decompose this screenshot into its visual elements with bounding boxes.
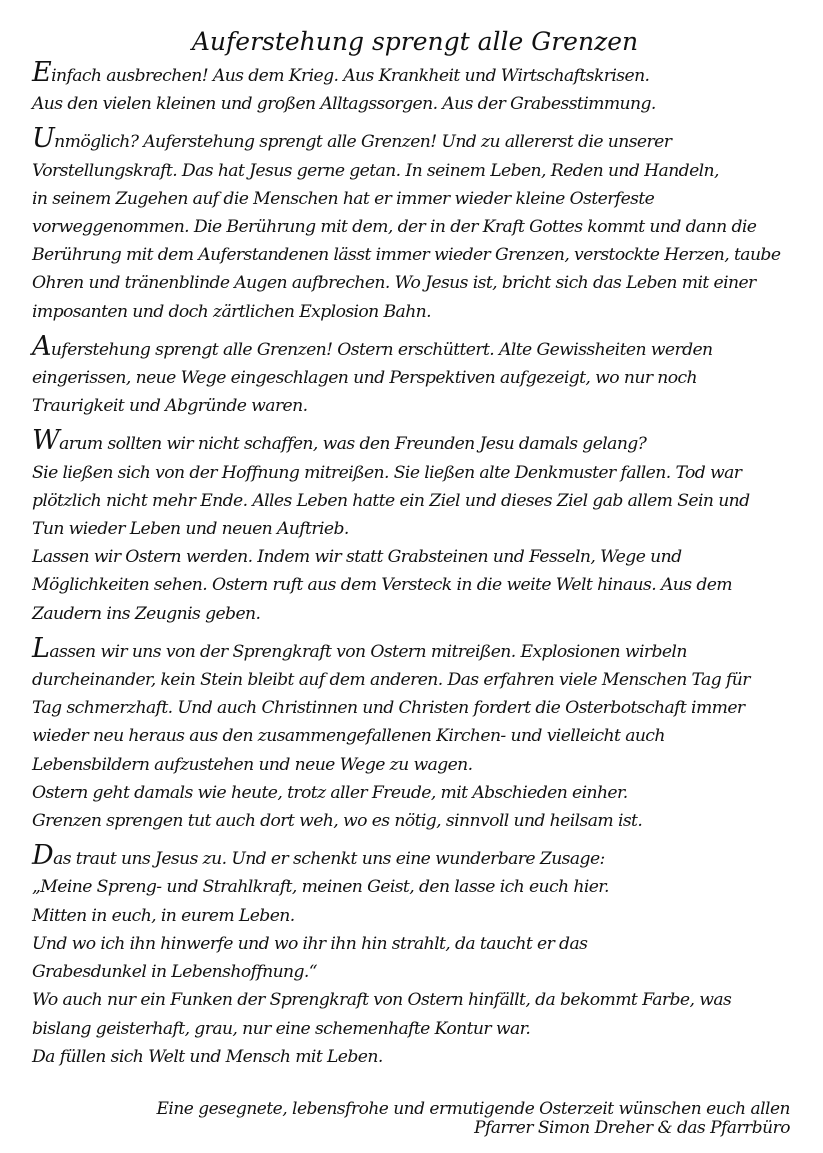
page-title: Auferstehung sprengt alle Grenzen (191, 27, 639, 56)
paragraph (32, 632, 792, 835)
paragraph (32, 330, 792, 421)
text-line: Aus den vielen kleinen und großen Alltagssorgen. Aus der Grabesstimmung. (32, 94, 656, 115)
line-text: as traut uns Jesus zu. Und er schenkt uns eine wunderbare Zusage: (53, 849, 605, 870)
text-line: Lebensbildern aufzustehen und neue Wege zu wagen. (32, 754, 473, 775)
body-text (32, 57, 792, 1071)
text-line (32, 123, 792, 156)
initial-letter: E (32, 57, 52, 88)
paragraph (32, 123, 792, 325)
text-line: Möglichkeiten sehen. Ostern ruft aus dem Versteck in die weite Welt hinaus. Aus dem (32, 575, 733, 596)
paragraph (32, 840, 792, 1071)
text-line: Da füllen sich Welt und Mensch mit Leben. (32, 1046, 383, 1067)
initial-letter: D (32, 840, 54, 872)
text-line: in seinem Zugehen auf die Menschen hat er immer wieder kleine Osterfeste (32, 188, 655, 209)
text-line: wieder neu heraus aus den zusammengefallenen Kirchen- und vielleicht auch (32, 726, 665, 747)
text-line: Und wo ich ihn hinwerfe und wo ihr ihn hin strahlt, da taucht er das (32, 933, 588, 954)
text-line: Mitten in euch, in eurem Leben. (32, 905, 295, 926)
text-line (32, 632, 792, 666)
text-line: „Meine Spreng- und Strahlkraft, meinen Geist, den lasse ich euch hier. (32, 877, 609, 898)
text-line: Sie ließen sich von der Hoffnung mitreißen. Sie ließen alte Denkmuster fallen. Tod war (32, 462, 742, 483)
text-line (32, 425, 792, 458)
text-line: vorweggenommen. Die Berührung mit dem, der in der Kraft Gottes kommt und dann die (32, 217, 757, 238)
line-text: uferstehung sprengt alle Grenzen! Ostern erschüttert. Alte Gewissheiten werden (50, 339, 713, 360)
text-line (32, 330, 792, 364)
text-line: Berührung mit dem Auferstandenen lässt immer wieder Grenzen, verstockte Herzen, taube (32, 245, 781, 266)
paragraph (32, 425, 792, 627)
initial-letter: L (32, 632, 50, 664)
text-line: Lassen wir Ostern werden. Indem wir statt Grabsteinen und Fesseln, Wege und (32, 547, 682, 568)
paragraph (32, 57, 792, 118)
line-text: arum sollten wir nicht schaffen, was den Freunden Jesu damals gelang? (59, 434, 647, 455)
closing-line-signature: Pfarrer Simon Dreher & das Pfarrbüro (474, 1118, 790, 1138)
text-line: Grabesdunkel in Lebenshoffnung.“ (32, 962, 317, 983)
text-line: plötzlich nicht mehr Ende. Alles Leben hatte ein Ziel und dieses Ziel gab allem Sein und (32, 490, 750, 511)
initial-letter: U (32, 123, 55, 155)
letter-page (32, 22, 792, 1081)
text-line: eingerissen, neue Wege eingeschlagen und Perspektiven aufgezeigt, wo nur noch (32, 368, 698, 389)
line-text: assen wir uns von der Sprengkraft von Ostern mitreißen. Explosionen wirbeln (49, 641, 687, 662)
text-line (32, 840, 792, 873)
text-line: durcheinander, kein Stein bleibt auf dem anderen. Das erfahren viele Menschen Tag für (32, 670, 750, 691)
text-line: Vorstellungskraft. Das hat Jesus gerne getan. In seinem Leben, Reden und Handeln, (32, 160, 719, 181)
line-text: nmöglich? Auferstehung sprengt alle Grenzen! Und zu allererst die unserer (54, 132, 672, 153)
text-line: imposanten und doch zärtlichen Explosion Bahn. (32, 301, 431, 322)
text-line: Wo auch nur ein Funken der Sprengkraft von Ostern hinfällt, da bekommt Farbe, was (32, 990, 732, 1011)
text-line: Tun wieder Leben und neuen Auftrieb. (32, 519, 349, 540)
text-line: Grenzen sprengen tut auch dort weh, wo es nötig, sinnvoll und heilsam ist. (32, 811, 643, 832)
closing-line-greeting: Eine gesegnete, lebensfrohe und ermutigende Osterzeit wünschen euch allen (156, 1099, 790, 1119)
text-line: Traurigkeit und Abgründe waren. (32, 396, 308, 417)
initial-letter: W (32, 425, 60, 457)
line-text: infach ausbrechen! Aus dem Krieg. Aus Krankheit und Wirtschaftskrisen. (51, 66, 650, 86)
text-line: bislang geisterhaft, grau, nur eine schemenhafte Kontur war. (32, 1018, 531, 1039)
text-line: Tag schmerzhaft. Und auch Christinnen und Christen fordert die Osterbotschaft immer (32, 698, 745, 719)
text-line: Zaudern ins Zeugnis geben. (32, 603, 261, 624)
closing-greeting (156, 1100, 790, 1138)
text-line (32, 57, 792, 90)
text-line: Ohren und tränenblinde Augen aufbrechen. Wo Jesus ist, bricht sich das Leben mit einer (32, 273, 756, 294)
text-line: Ostern geht damals wie heute, trotz aller Freude, mit Abschieden einher. (32, 782, 628, 803)
initial-letter: A (32, 330, 51, 362)
